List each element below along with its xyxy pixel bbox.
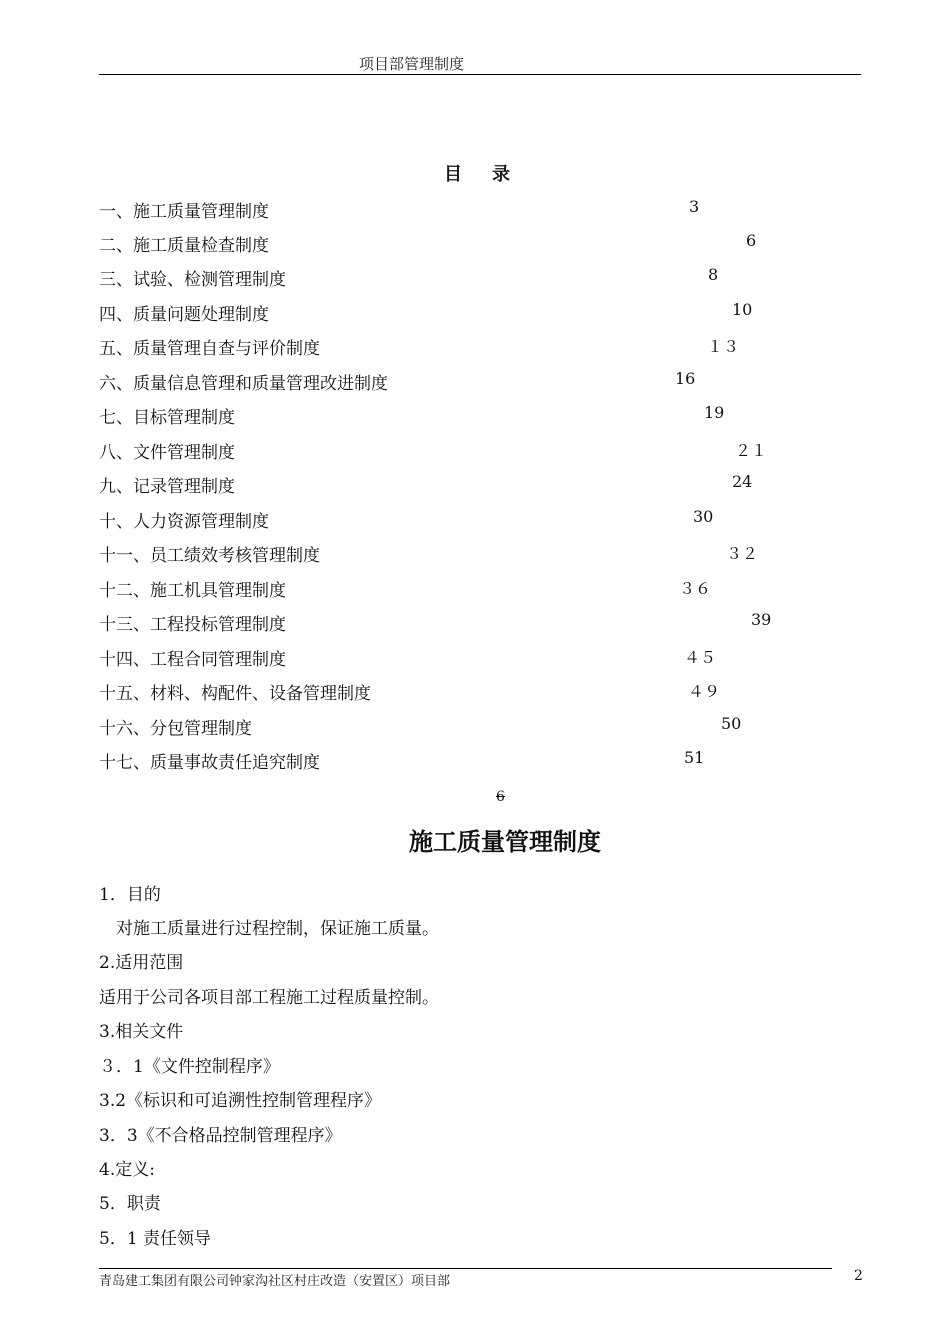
toc-entry[interactable]: [99, 645, 859, 671]
toc-entry-label: 五、质量管理自查与评价制度: [99, 339, 320, 359]
toc-entry-label: 三、试验、检测管理制度: [99, 270, 286, 290]
toc-entry-page: 24: [732, 472, 753, 491]
section-line: 3.2《标识和可追溯性控制管理程序》: [99, 1091, 382, 1111]
toc-entry-page: 8: [708, 265, 719, 284]
toc-entry-page: 39: [751, 610, 772, 629]
toc-entry-page: 10: [732, 300, 753, 319]
toc-entry[interactable]: [99, 610, 859, 636]
toc-entry-page: 3: [689, 197, 700, 216]
section-line: 3.相关文件: [99, 1022, 184, 1042]
toc-entry[interactable]: [99, 541, 859, 567]
toc-entry-page: 30: [693, 507, 714, 526]
toc-entry-label: 十二、施工机具管理制度: [99, 581, 286, 601]
toc-entry[interactable]: [99, 576, 859, 602]
toc-entry[interactable]: [99, 197, 859, 223]
toc-title: [444, 160, 510, 186]
toc-entry[interactable]: [99, 472, 859, 498]
toc-entry-page: ４９: [688, 682, 721, 701]
section-line: 对施工质量进行过程控制，保证施工质量。: [99, 919, 439, 939]
toc-entry-page: 16: [675, 369, 696, 388]
toc-entry[interactable]: [99, 714, 859, 740]
toc-entry-page: １３: [707, 337, 740, 356]
section-line: 1．目的: [99, 885, 161, 905]
section-line: 5．职责: [99, 1194, 161, 1214]
toc-entry[interactable]: [99, 438, 859, 464]
toc-title-right: 录: [492, 164, 510, 185]
toc-entry[interactable]: [99, 369, 859, 395]
toc-entry-page: 50: [721, 714, 742, 733]
toc-title-left: 目: [444, 164, 462, 185]
section-line: 3．3《不合格品控制管理程序》: [99, 1126, 342, 1146]
toc-entry-label: 八、文件管理制度: [99, 443, 235, 463]
toc-entry-page: 6: [746, 231, 757, 250]
toc-entry-label: 十、人力资源管理制度: [99, 512, 269, 532]
page-number: 2: [854, 1268, 863, 1284]
toc-entry-label: 十三、工程投标管理制度: [99, 615, 286, 635]
toc-entry[interactable]: [99, 300, 859, 326]
toc-entry-label: 九、记录管理制度: [99, 477, 235, 497]
toc-entry-page: 51: [684, 748, 705, 767]
toc-entry[interactable]: [99, 403, 859, 429]
toc-entry[interactable]: [99, 507, 859, 533]
toc-entry-page: ２１: [735, 441, 768, 460]
toc-entry-label: 七、目标管理制度: [99, 408, 235, 428]
toc-entry[interactable]: [99, 265, 859, 291]
section-title: 施工质量管理制度: [409, 828, 601, 856]
toc-entry[interactable]: [99, 748, 859, 774]
toc-entry-page: ３２: [726, 544, 759, 563]
toc-entry[interactable]: [99, 679, 859, 705]
section-line: 适用于公司各项目部工程施工过程质量控制。: [99, 988, 439, 1008]
header-title: 项目部管理制度: [359, 55, 465, 73]
toc-entry-label: 六、质量信息管理和质量管理改进制度: [99, 374, 388, 394]
toc-entry-label: 十五、材料、构配件、设备管理制度: [99, 684, 371, 704]
footer-divider: [99, 1268, 832, 1269]
toc-entry[interactable]: [99, 334, 859, 360]
toc-entry-page: ３６: [679, 579, 712, 598]
section-line: ３．1《文件控制程序》: [99, 1057, 280, 1077]
section-line: 4.定义:: [99, 1160, 155, 1180]
toc-entry-page: ４５: [684, 648, 717, 667]
toc-entry-label: 二、施工质量检查制度: [99, 236, 269, 256]
toc-entry-label: 十四、工程合同管理制度: [99, 650, 286, 670]
toc-entry-label: 十六、分包管理制度: [99, 719, 252, 739]
section-line: 2.适用范围: [99, 953, 184, 973]
toc-entry-label: 四、质量问题处理制度: [99, 305, 269, 325]
footer-text: 青岛建工集团有限公司钟家沟社区村庄改造（安置区）项目部: [99, 1274, 451, 1289]
section-line: 5．1 责任领导: [99, 1229, 212, 1249]
toc-entry-label: 一、施工质量管理制度: [99, 202, 269, 222]
toc-entry-label: 十七、质量事故责任追究制度: [99, 753, 320, 773]
strike-mark: 6: [496, 789, 505, 805]
toc-entry-page: 19: [704, 403, 725, 422]
page-header: [99, 52, 861, 75]
toc-entry[interactable]: [99, 231, 859, 257]
toc-entry-label: 十一、员工绩效考核管理制度: [99, 546, 320, 566]
